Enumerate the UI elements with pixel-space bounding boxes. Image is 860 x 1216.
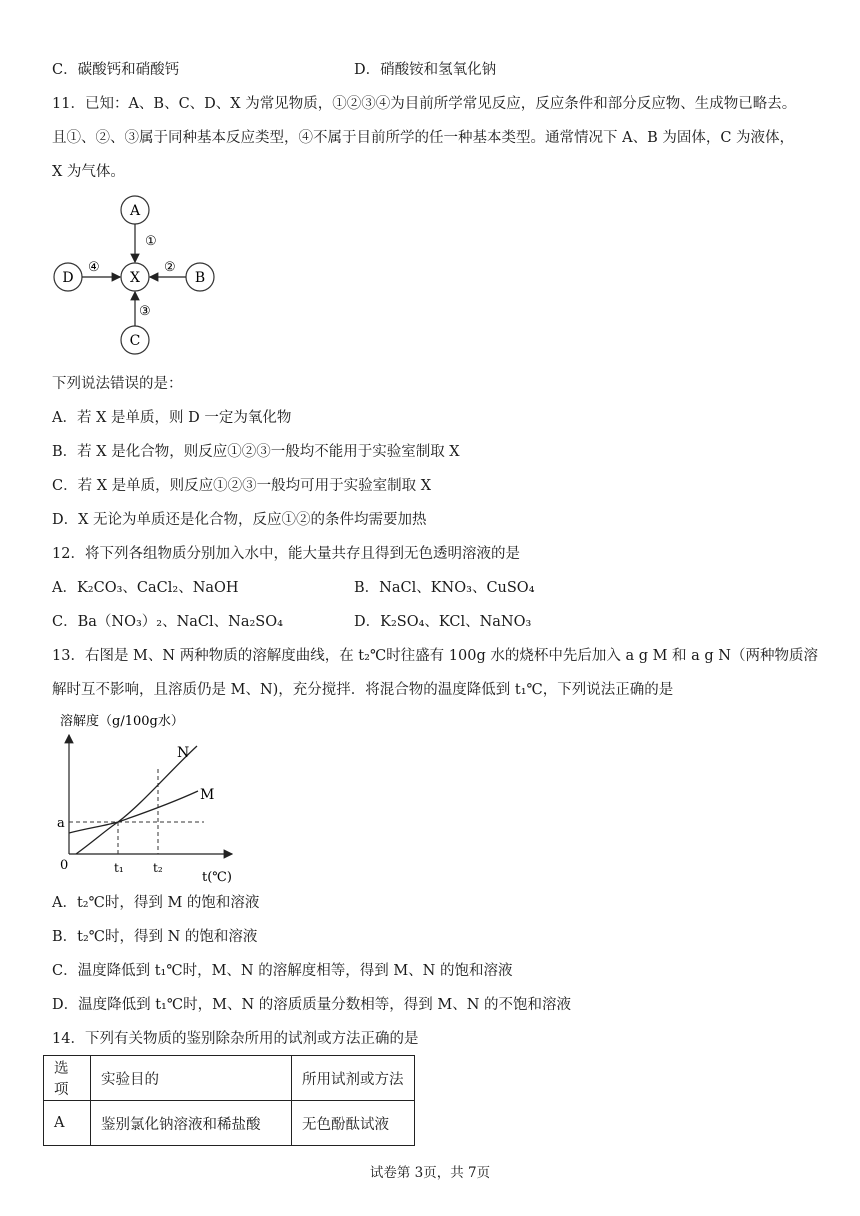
q11-option-c: C．若 X 是单质，则反应①②③一般均可用于实验室制取 X: [52, 478, 432, 494]
q13-option-d: D．温度降低到 t₁℃时，M、N 的溶质质量分数相等，得到 M、N 的不饱和溶液: [52, 997, 571, 1013]
x-tick-t1: t₁: [114, 861, 124, 875]
table-header-cell: 所用试剂或方法: [292, 1056, 415, 1101]
reaction-3-label: ③: [139, 304, 151, 319]
q13-option-b: B．t₂℃时，得到 N 的饱和溶液: [52, 929, 258, 945]
q12-stem: 12．将下列各组物质分别加入水中，能大量共存且得到无色透明溶液的是: [52, 546, 520, 562]
table-cell: A: [44, 1101, 91, 1146]
q11-stem-line3: X 为气体。: [52, 164, 125, 180]
q11-stem-line1: 11．已知：A、B、C、D、X 为常见物质，①②③④为目前所学常见反应，反应条件和部分反应物、生成物已略去。: [52, 96, 797, 112]
table-header-cell: 实验目的: [91, 1056, 292, 1101]
node-b-label: B: [194, 270, 206, 286]
q12-option-c: C．Ba（NO₃）₂、NaCl、Na₂SO₄: [52, 614, 283, 630]
node-x-label: X: [130, 270, 140, 286]
q11-option-d: D．X 无论为单质还是化合物，反应①②的条件均需要加热: [52, 512, 427, 528]
q12-option-a: A．K₂CO₃、CaCl₂、NaOH: [52, 580, 239, 596]
q11-stem-line2: 且①、②、③属于同种基本反应类型，④不属于目前所学的任一种基本类型。通常情况下 A、B 为固体，C 为液体，: [52, 130, 795, 146]
x-axis-label: t(℃): [202, 870, 232, 885]
curve-m: [69, 791, 198, 833]
solubility-curve-figure: [52, 709, 242, 887]
solubility-curve-svg: [52, 709, 242, 887]
node-d-label: D: [62, 270, 74, 286]
y-tick-a: a: [57, 816, 65, 831]
curve-m-label: M: [200, 787, 215, 803]
y-axis-label: 溶解度（g/100g水）: [60, 714, 184, 729]
x-tick-t2: t₂: [153, 861, 163, 875]
q11-prompt: 下列说法错误的是：: [52, 376, 183, 392]
reaction-diagram-svg: [50, 193, 220, 355]
q14-stem: 14．下列有关物质的鉴别除杂所用的试剂或方法正确的是: [52, 1031, 419, 1047]
node-c-label: C: [129, 333, 141, 349]
q10-option-c: C．碳酸钙和硝酸钙: [52, 62, 180, 78]
q11-option-a: A．若 X 是单质，则 D 一定为氧化物: [52, 410, 292, 426]
reaction-1-label: ①: [145, 234, 157, 249]
table-header-cell: 选项: [44, 1056, 91, 1101]
table-header-row: [44, 1056, 415, 1101]
page-footer: 试卷第 3页，共 7页: [369, 1165, 491, 1181]
reaction-2-label: ②: [164, 260, 176, 275]
q12-option-d: D．K₂SO₄、KCl、NaNO₃: [354, 614, 532, 630]
table-row: [44, 1101, 415, 1146]
q13-stem-line2: 解时互不影响，且溶质仍是 M、N)，充分搅拌．将混合物的温度降低到 t₁℃，下列说法正确的是: [52, 682, 674, 698]
q13-option-c: C．温度降低到 t₁℃时，M、N 的溶解度相等，得到 M、N 的饱和溶液: [52, 963, 513, 979]
node-a-label: A: [129, 203, 141, 219]
reaction-4-label: ④: [88, 260, 100, 275]
q12-option-b: B．NaCl、KNO₃、CuSO₄: [354, 580, 535, 596]
reaction-diagram: [50, 193, 220, 355]
q11-option-b: B．若 X 是化合物，则反应①②③一般均不能用于实验室制取 X: [52, 444, 460, 460]
q10-option-d: D．硝酸铵和氢氧化钠: [354, 62, 497, 78]
q13-stem-line1: 13．右图是 M、N 两种物质的溶解度曲线，在 t₂℃时往盛有 100g 水的烧杯中先后加入 a g M 和 a g N（两种物质溶: [52, 648, 818, 664]
origin-label: 0: [60, 858, 69, 873]
q14-table: [43, 1055, 415, 1146]
q13-option-a: A．t₂℃时，得到 M 的饱和溶液: [52, 895, 260, 911]
table-cell: 鉴别氯化钠溶液和稀盐酸: [91, 1101, 292, 1146]
table-cell: 无色酚酞试液: [292, 1101, 415, 1146]
curve-n-label: N: [177, 745, 190, 761]
